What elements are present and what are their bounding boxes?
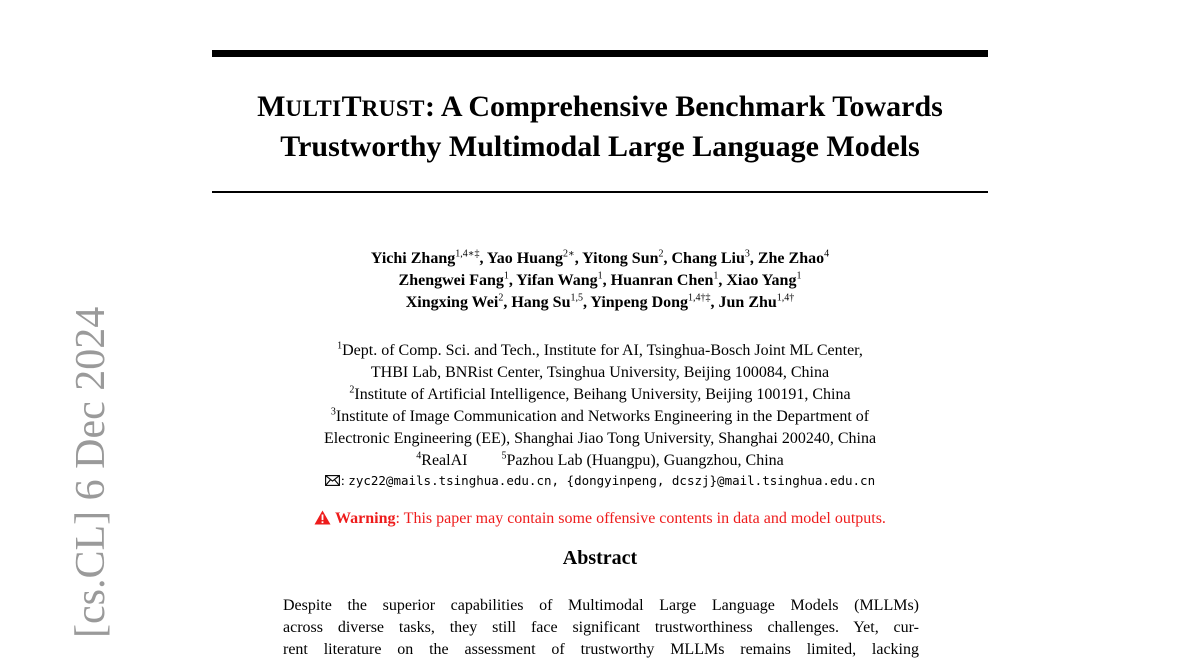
envelope-icon — [325, 475, 340, 486]
abstract-line: across diverse tasks, they still face significant trustworthiness challenges. Yet, cur- — [283, 619, 919, 636]
author-line: Zhengwei Fang$^1$, Yifan Wang$^1$, Huanran Chen$^1$, Xiao Yang$^1$ — [398, 270, 802, 289]
affiliations — [150, 340, 1050, 472]
author-affiliation-mark: 3 — [744, 248, 750, 260]
author-name: Xiao Yang — [726, 272, 797, 289]
author-affiliation-mark: 4 — [824, 248, 830, 260]
top-rule — [212, 50, 988, 57]
affiliation-line: Electronic Engineering (EE), Shanghai Jiao Tong University, Shanghai 200240, China — [323, 430, 877, 447]
abstract-body — [283, 595, 919, 661]
benchmark-name: MULTITRUST — [257, 90, 425, 123]
title-bottom-rule — [212, 191, 988, 193]
warning-text: : This paper may contain some offensive contents in data and model outputs. — [395, 510, 886, 527]
affiliation-line: $^2$Institute of Artificial Intelligence, Beihang University, Beijing 100191, China — [349, 384, 851, 403]
author-name: Huanran Chen — [610, 272, 714, 289]
title-line-1: MULTITRUST: A Comprehensive Benchmark Towards — [257, 90, 943, 123]
affiliation-line: THBI Lab, BNRist Center, Tsinghua University, Beijing 100084, China — [370, 364, 830, 381]
author-affiliation-mark: 1,5 — [570, 292, 583, 304]
author-line: Yichi Zhang$^{1,4∗\ddagger}$, Yao Huang$^{2∗}$, Yitong Sun$^2$, Chang Liu$^3$, Zhe Zhao$^4$ — [370, 248, 830, 267]
author-name: Zhengwei Fang — [398, 272, 504, 289]
author-name: Yao Huang — [486, 250, 563, 267]
abstract-heading: Abstract — [562, 547, 638, 569]
author-name: Yinpeng Dong — [590, 294, 689, 311]
author-name: Jun Zhu — [718, 294, 777, 311]
author-name: Chang Liu — [671, 250, 745, 267]
warning-triangle-icon — [314, 510, 331, 525]
author-line: Xingxing Wei$^2$, Hang Su$^{1,5}$, Yinpeng Dong$^{1,4\dagger\ddagger}$, Jun Zhu$^{1,4\dagger}$ — [405, 292, 795, 311]
abstract-line: rent literature on the assessment of trustworthy MLLMs remains limited, lacking — [283, 641, 919, 658]
title-line-2: Trustworthy Multimodal Large Language Models — [280, 130, 920, 163]
author-name: Xingxing Wei — [405, 294, 499, 311]
contact-email: : zyc22@mails.tsinghua.edu.cn, {dongyinpeng, dcszj}@mail.tsinghua.edu.cn — [150, 472, 1050, 491]
author-affiliation-mark: 1 — [597, 270, 603, 282]
author-name: Hang Su — [511, 294, 571, 311]
author-affiliation-mark: 2∗ — [562, 248, 575, 260]
author-name: Zhe Zhao — [757, 250, 825, 267]
author-name: Yitong Sun — [582, 250, 659, 267]
author-affiliation-mark: 1,4† — [776, 292, 795, 304]
paper-title — [150, 88, 1050, 166]
affiliation-line: $^1$Dept. of Comp. Sci. and Tech., Institute for AI, Tsinghua-Bosch Joint ML Center, — [337, 340, 863, 359]
content-warning — [150, 508, 1050, 530]
affiliation-line: $^3$Institute of Image Communication and Networks Engineering in the Department of — [330, 406, 870, 425]
author-name: Yichi Zhang — [370, 250, 456, 267]
author-affiliation-mark: 2 — [498, 292, 504, 304]
email-address[interactable]: zyc22@mails.tsinghua.edu.cn, {dongyinpeng, dcszj}@mail.tsinghua.edu.cn — [348, 473, 876, 488]
author-affiliation-mark: 1,4∗‡ — [455, 248, 480, 260]
author-name: Yifan Wang — [516, 272, 598, 289]
author-affiliation-mark: 1 — [713, 270, 719, 282]
author-affiliation-mark: 1 — [796, 270, 802, 282]
author-affiliation-mark: 1 — [503, 270, 509, 282]
arxiv-sidebar-stamp: [cs.CL] 6 Dec 2024 — [68, 306, 114, 638]
author-list — [150, 248, 1050, 314]
warning-label: Warning — [335, 510, 396, 527]
author-affiliation-mark: 1,4†‡ — [688, 292, 711, 304]
affiliation-line: $^4$RealAI $^5$Pazhou Lab (Huangpu), Guangzhou, China — [416, 450, 784, 469]
author-affiliation-mark: 2 — [658, 248, 664, 260]
abstract-line: Despite the superior capabilities of Multimodal Large Language Models (MLLMs) — [283, 597, 919, 614]
